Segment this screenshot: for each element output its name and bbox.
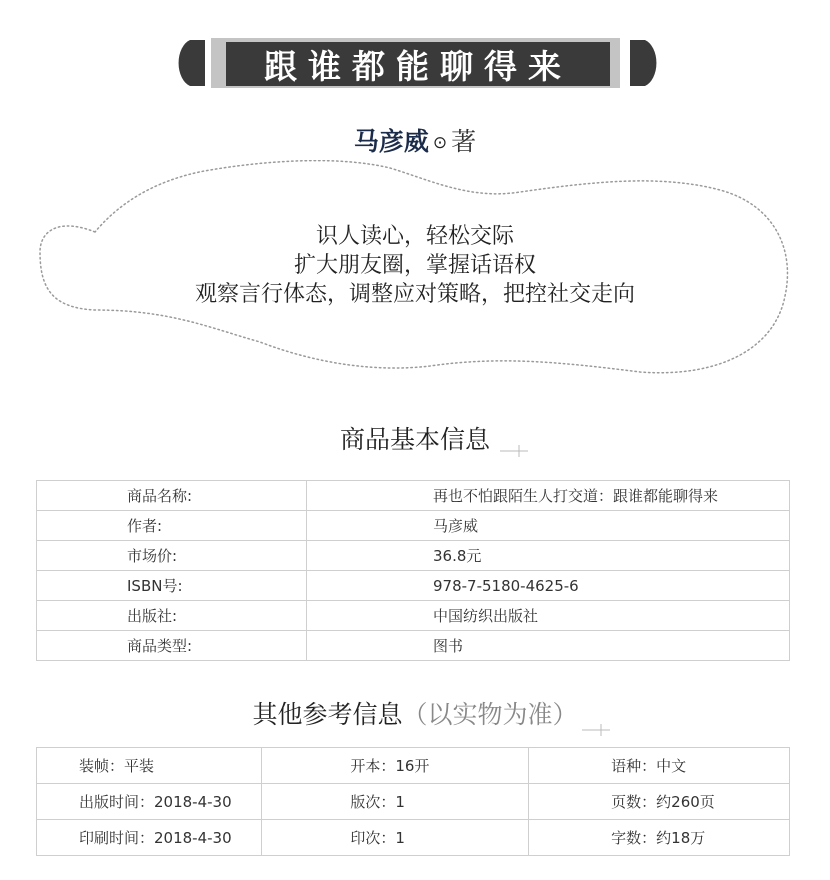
row-value: 978-7-5180-4625-6 xyxy=(307,571,790,601)
table-row xyxy=(37,748,790,784)
table-row xyxy=(37,820,790,856)
slogan-line: 识人读心，轻松交际 xyxy=(315,224,514,249)
table-cell: 印次：1 xyxy=(262,820,529,856)
other-info-title xyxy=(0,695,830,731)
row-label: 商品类型: xyxy=(37,631,307,661)
row-label: 商品名称: xyxy=(37,481,307,511)
table-cell: 语种：中文 xyxy=(529,748,790,784)
row-label: ISBN号: xyxy=(37,571,307,601)
table-row xyxy=(37,631,790,661)
row-label: 作者: xyxy=(37,511,307,541)
basic-info-title-text: 商品基本信息 xyxy=(339,425,490,454)
basic-info-table xyxy=(36,480,790,661)
row-value: 中国纺织出版社 xyxy=(307,601,790,631)
separator-icon: ⊙ xyxy=(432,133,448,153)
slogan-block xyxy=(0,222,830,309)
other-info-subtitle: （以实物为准） xyxy=(402,700,578,729)
slogan-line: 扩大朋友圈，掌握话语权 xyxy=(293,253,536,278)
title-decoration-icon xyxy=(582,723,612,737)
table-cell: 装帧：平装 xyxy=(37,748,262,784)
table-cell: 出版时间：2018-4-30 xyxy=(37,784,262,820)
table-cell: 印刷时间：2018-4-30 xyxy=(37,820,262,856)
table-row xyxy=(37,541,790,571)
table-row xyxy=(37,511,790,541)
basic-info-title xyxy=(0,420,830,456)
author-role: 著 xyxy=(451,127,477,156)
slogan-line: 观察言行体态，调整应对策略，把控社交走向 xyxy=(194,282,635,307)
row-value: 再也不怕跟陌生人打交道：跟谁都能聊得来 xyxy=(307,481,790,511)
row-label: 出版社: xyxy=(37,601,307,631)
other-info-title-text: 其他参考信息 xyxy=(252,700,403,729)
table-cell: 页数：约260页 xyxy=(529,784,790,820)
author-name: 马彦威 xyxy=(353,127,429,156)
table-row xyxy=(37,784,790,820)
row-value: 36.8元 xyxy=(307,541,790,571)
table-row xyxy=(37,481,790,511)
other-info-table xyxy=(36,747,790,856)
table-cell: 字数：约18万 xyxy=(529,820,790,856)
table-row xyxy=(37,601,790,631)
title-decoration-icon xyxy=(500,444,530,458)
row-label: 市场价: xyxy=(37,541,307,571)
row-value: 图书 xyxy=(307,631,790,661)
row-value: 马彦威 xyxy=(307,511,790,541)
table-row xyxy=(37,571,790,601)
table-cell: 版次：1 xyxy=(262,784,529,820)
table-cell: 开本：16开 xyxy=(262,748,529,784)
banner-title: 跟谁都能聊得来 xyxy=(264,46,572,86)
author-line xyxy=(0,122,830,158)
